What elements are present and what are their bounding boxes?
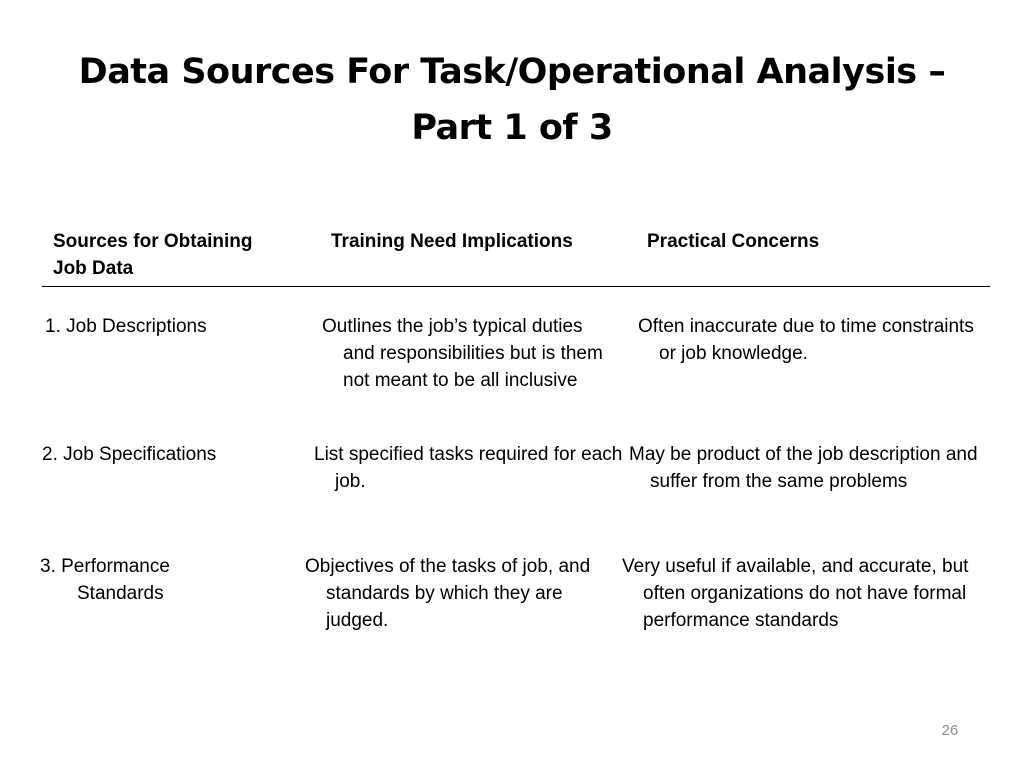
row-1-concerns: Often inaccurate due to time constraints or job knowledge. [638,316,974,364]
row-3-concerns: Very useful if available, and accurate, but often organizations do not have formal performance standards [622,556,969,631]
header-sources-line-1: Sources for Obtaining [53,231,253,252]
row-1-implications: Outlines the job’s typical duties and responsibilities but is them not meant to be all inclusive [322,316,603,391]
page-number: 26 [941,722,959,739]
row-2-implications: List specified tasks required for each job. [314,444,623,492]
row-3-implications: Objectives of the tasks of job, and standards by which they are judged. [305,556,591,631]
header-implications: Training Need Implications [331,231,573,252]
title-line-2: Part 1 of 3 [411,108,613,148]
header-divider [42,286,990,287]
row-3-source: 3. Performance Standards [40,556,170,604]
row-2-concerns: May be product of the job description and suffer from the same problems [629,444,978,492]
row-2-source: 2. Job Specifications [42,444,217,465]
header-sources-line-2: Job Data [53,258,134,279]
title-line-1: Data Sources For Task/Operational Analysis – [78,52,946,92]
header-sources [53,228,313,282]
header-concerns: Practical Concerns [647,231,820,252]
row-1-source: 1. Job Descriptions [45,316,207,337]
slide-title [60,44,964,156]
